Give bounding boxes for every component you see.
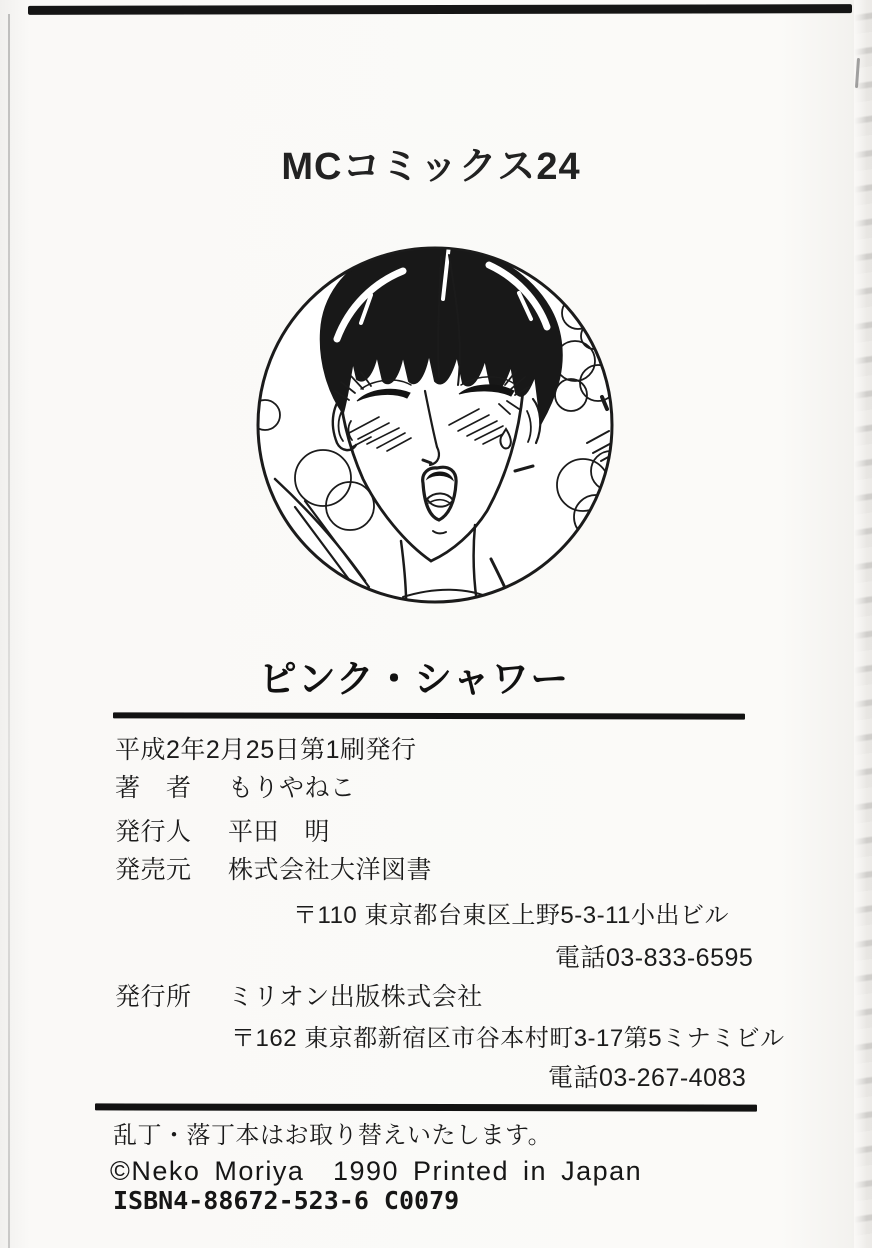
book-title: ピンク・シャワー — [258, 659, 570, 701]
distributor-phone: 電話03-833-6595 — [555, 944, 754, 972]
isbn-line: ISBN4-88672-523-6 C0079 — [113, 1186, 460, 1215]
publisher-phone: 電話03-267-4083 — [548, 1064, 747, 1092]
publisher-person-label: 発行人 — [115, 818, 192, 846]
distributor-value: 株式会社大洋図書 — [228, 856, 433, 884]
distributor-row — [115, 855, 432, 885]
scan-edge-bar — [28, 4, 852, 15]
portrait-illustration — [253, 243, 617, 607]
publisher-value: ミリオン出版株式会社 — [228, 983, 483, 1011]
title-divider-rule — [113, 712, 745, 719]
publisher-person-row — [115, 817, 330, 847]
series-label: MCコミックス24 — [281, 146, 581, 188]
publisher-person-value: 平田 明 — [228, 818, 331, 846]
publisher-label: 発行所 — [115, 983, 192, 1011]
page-fold-line — [8, 14, 10, 1248]
publisher-row — [115, 982, 483, 1012]
publisher-address: 〒162 東京都新宿区市谷本村町3-17第5ミナミビル — [231, 1025, 785, 1052]
footer-divider-rule — [95, 1103, 757, 1111]
print-date-line: 平成2年2月25日第1刷発行 — [115, 736, 417, 764]
distributor-address: 〒110 東京都台東区上野5-3-11小出ビル — [293, 902, 730, 929]
distributor-label: 発売元 — [115, 856, 192, 884]
copyright-line: ©Neko Moriya 1990 Printed in Japan — [110, 1156, 643, 1186]
author-label: 著 者 — [115, 774, 192, 802]
replacement-notice: 乱丁・落丁本はお取り替えいたします。 — [113, 1122, 553, 1149]
author-value: もりやねこ — [228, 774, 356, 802]
author-row — [115, 773, 356, 803]
